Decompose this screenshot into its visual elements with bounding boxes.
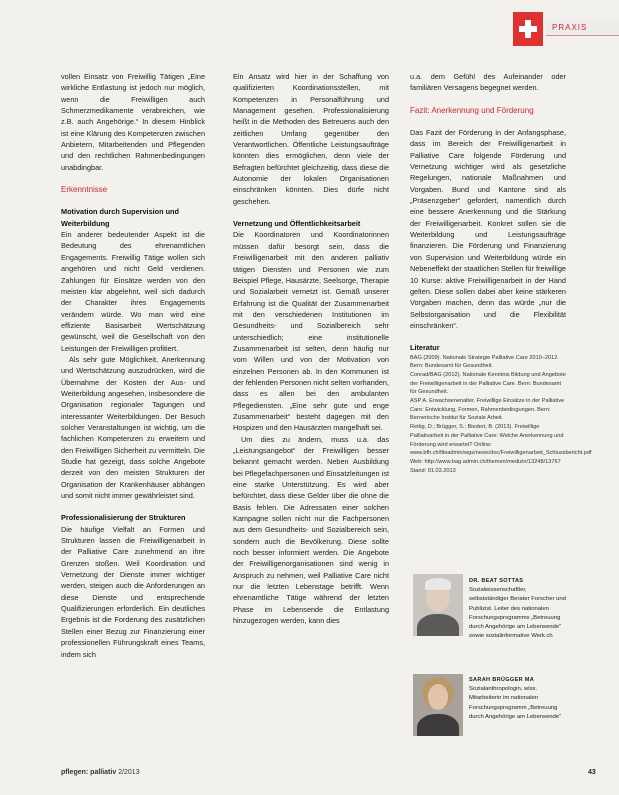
paragraph: Das Fazit der Förderung in der Anfangsphase, dass im Bereich der Freiwilligenarbeit in Palliative Care folgende Förderung und Vernetzung wichtiger wird als gesetzliche Regelungen, nationale Maßnahmen und Vorgaben. Bund und Kantone sind als „Präsenzgeber“ gefordert, namentlich durch eine bessere Anerkennung und die Stärkung der Freiwilligenarbeit. Konkret sollen sie die Weiterbildung und Leistungsaufträge finanzieren. Die Förderung und Finanzierung von Supervision und Weiterbildung würde ein Nebeneffekt der staatlichen Stellen für freiwillige 10 Kurse: aktive Freiwilligenarbeit in der Hand gelten. Diese sollen dabei aber keine stärkeren Vorgaben machen, denn das würde „nur die Selbstorganisation und die Flexibilität einschränken“. [410, 128, 566, 330]
paragraph: vollen Einsatz von Freiwillig Tätigen „Eine wirkliche Entlastung ist jedoch nur möglich, wenn die Freiwilligen auch Schmerzmedikamente verabreichen, wie z.B. auch Angehörige.“ In diesem Hinblick ist eine Klärung des Kompetenzen zwischen Anbietern, Mitarbeitenden und Pflegenden und den rechtlichen Rahmenbedingungen unabdingbar. [61, 72, 205, 172]
author-description: Sozialanthropologin, wiss. Mitarbeiterin im nationalen Forschungsprogramm „Betreuung durch Angehörige am Lebensende“ [469, 686, 562, 720]
section-title: Fazit: Anerkennung und Förderung [410, 105, 534, 115]
paragraph: Die Koordinatoren und Koordinatorinnen müssen dafür besorgt sein, dass die Freiwilligenarbeit mit den anderen palliativ tätigen Diensten und Personen wie zum Beispiel Pflege, Hausärzte, Seelsorge, Therapie und Sozialarbeit vernetzt ist. Gemäß unserer Erfahrung ist die Qualität der Zusammenarbeit mit den verschiedenen Institutionen im Gesundheits- und Sozialbereich sehr unterschiedlich; eine institutionelle Zusammenarbeit ist selten, denn häufig nur vom Willen und von der Motivation von einzelnen Personen ab. In den Kommunen ist der fehlenden Personen nicht selten vorhanden, dass es allen bei den ambulanten Pflegediensten. „Eine sehr gute und enge Zusammenarbeit“ besteht dagegen mit den Hospizen und den Hausärzten mangelhaft sei. [233, 230, 389, 433]
section-label: PRAXIS [546, 21, 619, 35]
divider [546, 35, 619, 36]
column-1 [61, 71, 205, 660]
author-photo [413, 674, 463, 736]
author-photo [413, 574, 463, 636]
subheading: Motivation durch Supervision und Weiterbildung [61, 207, 179, 228]
author-bio [469, 676, 566, 722]
swiss-flag-icon [513, 12, 543, 46]
literature-heading: Literatur [410, 343, 440, 353]
paragraph: Als sehr gute Möglichkeit, Anerkennung und Wertschätzung auszudrücken, wird die Übernahme der Kosten der Aus- und Weiterbildung angesehen, insbesondere die Organisation regionaler Tagungen und interessanter Weiterbildungen. Der Besuch solcher Veranstaltungen ist wichtig, um die fachlichen Kompetenzen zu erweitern und den Freiwilligen Sicherheit zu vermitteln. Die Studie hat gezeigt, dass solche Angebote derzeit von den meisten Strukturen der Organisation der Krankenhäuser abhängen und somit nicht immer gewährleistet sind. [61, 354, 205, 501]
author-name: SARAH BRÜGGER MA [469, 677, 535, 683]
section-header [513, 12, 619, 46]
subheading: Vernetzung und Öffentlichkeitsarbeit [233, 219, 361, 229]
literature-item: ASP A. Erwachsenenalter. Freiwillige Einsätze in der Palliative Care: Entwicklung, Formen, Rahmenbedingungen. Bern: Bernerische Institut für Soziale Arbeit. [410, 398, 565, 422]
footer-magazine [61, 769, 140, 776]
literature-item: BAG (2009). Nationale Strategie Palliative Care 2010–2012. Bern: Bundesamt für Gesundheit. [410, 354, 559, 370]
page-number: 43 [588, 769, 596, 776]
paragraph: u.a. dem Gefühl des Aufeinander oder familiären Versagens begegnet werden. [410, 72, 566, 93]
magazine-title: pflegen: palliativ [61, 769, 117, 776]
paragraph: Ein anderer bedeutender Aspekt ist die Bedeutung des ehrenamtlichen Engagements. Freiwillig Tätige wollen sich angehören und nicht Geld verdienen. Zahlungen für Einsätze werden von den meisten klar abgelehnt, weil sich dadurch der Charakter ihres Engagements verändern würde. Wo man wird eine effiziente Basisarbeit Wertschätzung gewünscht, weil die Gesellschaft von den Leistungen der Freiwilligen profitiert. [61, 230, 205, 353]
paragraph: Die häufige Vielfalt an Formen und Strukturen lassen die Freiwilligenarbeit in der Palliative Care zunehmend an ihre Grenzen stoßen. Weil Koordination und Vernetzung der Dienste immer wichtiger werden, steigen auch die Anforderungen an diese Dienste und entsprechende Qualifizierungen erforderlich. Ein deutliches Ergebnis ist die Forderung des zusätzlichen Stellen einer Bezug zur Finanzierung einer professionellen Führungskraft eines Teams, indem sich [61, 524, 205, 659]
paragraph: Ein Ansatz wird hier in der Schaffung von qualifizierten Koordinationsstellen, mit Kompetenzen in Personalführung und Management gesehen. Professionalisierung heißt in die Methoden des Betreuens auch den zeitlichen Umfang gegenüber den Verantwortlichen. Öffentliche Leistungsaufträge könnten dies ermöglichen, denn viele der Befragten befürchtet gleichzeitig, dass diese die Autonomie der lokalen Organisationen einschränken könnten. Dies dürfe nicht geschehen. [233, 72, 389, 206]
author-bio [469, 577, 566, 641]
author-name: DR. BEAT SOTTAS [469, 578, 524, 584]
paragraph: Um dies zu ändern, muss u.a. das „Leistungsangebot“ der Freiwilligen besser bekannt gemacht werden. Neben Ausbildung bei Pflegefachpersonen und Einsatzleitungen ist eine starke Unterstützung. Es wird aber befürchtet, dass diese Gelder über die ohne die Basis fehlen. Die Adressaten einer solchen Kampagne sollen nicht nur die Fachpersonen aus dem Gesundheits- und Sozialbereich sein, sondern auch die Bevölkerung. Diese sollte noch besser informiert werden. Die Angebote der Freiwilligenorganisationen sind wenig in Anspruch zu nehmen, weil Palliative Care nicht nur die letzten Lebenstage betrifft. Wenn ehrenamtliche Tätige während der letzten Phase im Lebensende die Entlastung hinzugezogen werden, kann dies [233, 434, 389, 626]
issue-number: 2/2013 [118, 769, 140, 776]
column-3 [410, 71, 592, 475]
literature-item: Conrad/BAG (2012). Nationale Kenntnis Bildung und Angebote der Freiwilligenarbeit in der Palliative Care. Bern: Bundesamt für Gesundheit. [410, 371, 566, 396]
literature-item: Web: http://www.bag.admin.ch/themen/medizin/13248/13767 Stand: 01.03.2013 [410, 459, 561, 474]
column-2 [233, 71, 389, 627]
subheading: Professionalisierung der Strukturen [61, 513, 186, 523]
section-title: Erkenntnisse [61, 185, 108, 195]
literature-item: Rettig, D.; Brügger, S.; Biedert, B. (2013). Freiwillige Palliativarbeit in der Palliative Care: Welche Anerkennung und Förderung wird erwartet? Online: www.bfh.ch/fileadmin/wgs/news/doc/Freiwilligenarbeit_Schlussbericht.pdf [410, 424, 592, 457]
author-description: Sozialwissenschaftler, selbstständiger Berater Forscher und Publizist. Leiter des nationalen Forschungsprogramms „Betreuung durch Angehörige am Lebensende“ sowie sozialinformative Werk.ch [469, 587, 566, 640]
